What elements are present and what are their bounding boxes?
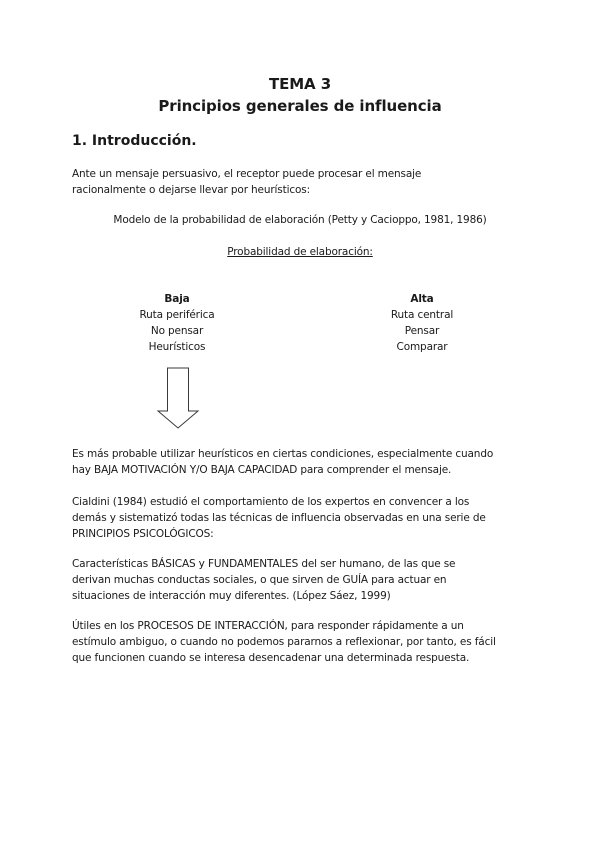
- section-heading: 1. Introducción.: [72, 133, 197, 149]
- intro-paragraph: [72, 166, 532, 198]
- high-item: Ruta central: [390, 309, 454, 321]
- probability-label-wrap: [0, 246, 600, 258]
- high-heading: Alta: [410, 293, 434, 305]
- text-line: Características BÁSICAS y FUNDAMENTALES del ser humano, de las que se: [72, 558, 456, 570]
- text-line: estímulo ambiguo, o cuando no podemos pararnos a reflexionar, por tanto, es fácil: [72, 636, 496, 648]
- low-item: No pensar: [150, 325, 204, 337]
- text-line: racionalmente o dejarse llevar por heurísticos:: [72, 184, 310, 196]
- topic-number: TEMA 3: [268, 75, 332, 93]
- text-line: Ante un mensaje persuasivo, el receptor puede procesar el mensaje: [72, 168, 422, 180]
- text-line: derivan muchas conductas sociales, o que sirven de GUÍA para actuar en: [72, 574, 447, 586]
- text-line: Cialdini (1984) estudió el comportamiento de los expertos en convencer a los: [72, 496, 470, 508]
- low-column: [107, 291, 247, 355]
- low-item: Heurísticos: [148, 341, 206, 353]
- probability-label: Probabilidad de elaboración:: [227, 246, 373, 258]
- page-title: Principios generales de influencia: [158, 97, 442, 115]
- model-reference: Modelo de la probabilidad de elaboración (Petty y Cacioppo, 1981, 1986): [113, 214, 487, 226]
- title-block: [0, 73, 600, 117]
- high-item: Comparar: [396, 341, 448, 353]
- text-line: Útiles en los PROCESOS DE INTERACCIÓN, para responder rápidamente a un: [72, 620, 464, 632]
- low-item: Ruta periférica: [139, 309, 215, 321]
- low-heading: Baja: [164, 293, 190, 305]
- high-column: [352, 291, 492, 355]
- cialdini-paragraph: [72, 494, 532, 542]
- down-arrow-icon: [156, 367, 200, 429]
- text-line: que funcionen cuando se interesa desencadenar una determinada respuesta.: [72, 652, 470, 664]
- heuristics-paragraph: [72, 446, 532, 478]
- text-line: Es más probable utilizar heurísticos en ciertas condiciones, especialmente cuando: [72, 448, 494, 460]
- high-item: Pensar: [404, 325, 440, 337]
- utility-paragraph: [72, 618, 532, 666]
- characteristics-paragraph: [72, 556, 532, 604]
- text-line: hay BAJA MOTIVACIÓN Y/O BAJA CAPACIDAD para comprender el mensaje.: [72, 464, 452, 476]
- text-line: demás y sistematizó todas las técnicas de influencia observadas en una serie de: [72, 512, 486, 524]
- text-line: PRINCIPIOS PSICOLÓGICOS:: [72, 528, 214, 540]
- text-line: situaciones de interacción muy diferentes. (López Sáez, 1999): [72, 590, 391, 602]
